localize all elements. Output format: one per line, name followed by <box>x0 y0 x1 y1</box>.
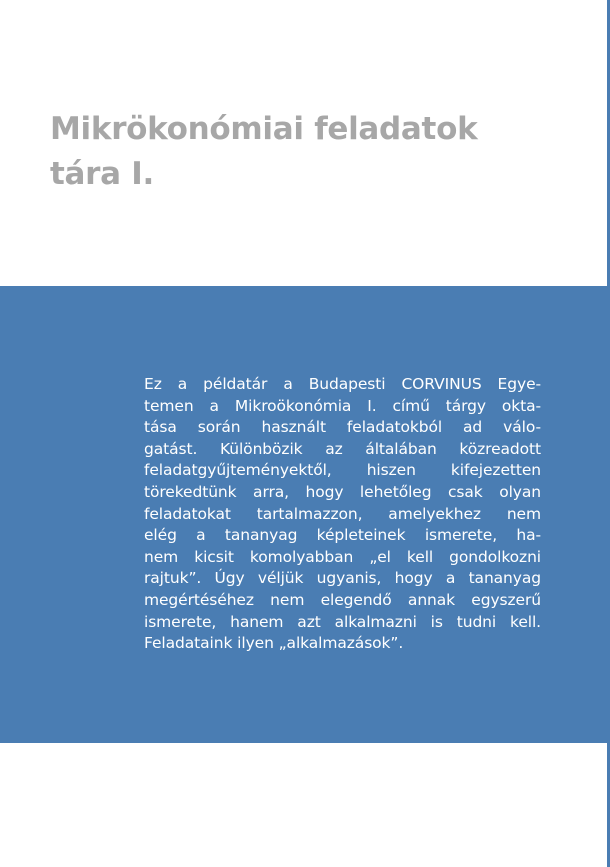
blurb-line: elég a tananyag képleteinek ismerete, ha- <box>144 526 541 545</box>
blurb-paragraph <box>144 374 541 655</box>
blurb-line: temen a Mikroökonómia I. című tárgy okta- <box>144 396 541 415</box>
blurb-line: törekedtünk arra, hogy lehetőleg csak olyan <box>144 482 541 501</box>
blurb-line: Ez a példatár a Budapesti CORVINUS Egye- <box>144 375 541 393</box>
blurb-line: gatást. Különbözik az általában közreadott <box>144 439 541 458</box>
book-title-line-2: tára I. <box>50 156 154 192</box>
blurb-line: megértéséhez nem elegendő annak egyszerű <box>144 590 541 609</box>
book-title <box>50 107 570 197</box>
blurb-line: feladatokat tartalmazzon, amelyekhez nem <box>144 504 541 523</box>
blurb-line: feladatgyűjteményektől, hiszen kifejezetten <box>144 461 541 480</box>
blurb-line: tása során használt feladatokból ad válo- <box>144 418 541 437</box>
blurb-line: ismerete, hanem azt alkalmazni is tudni kell. <box>144 612 541 631</box>
book-title-line-1: Mikrökonómiai feladatok <box>50 111 478 147</box>
blurb-line: Feladataink ilyen „alkalmazások”. <box>144 634 404 653</box>
blurb-line: nem kicsit komolyabban „el kell gondolkozni <box>144 547 541 566</box>
blurb-line: rajtuk”. Úgy véljük ugyanis, hogy a tananyag <box>144 569 541 588</box>
